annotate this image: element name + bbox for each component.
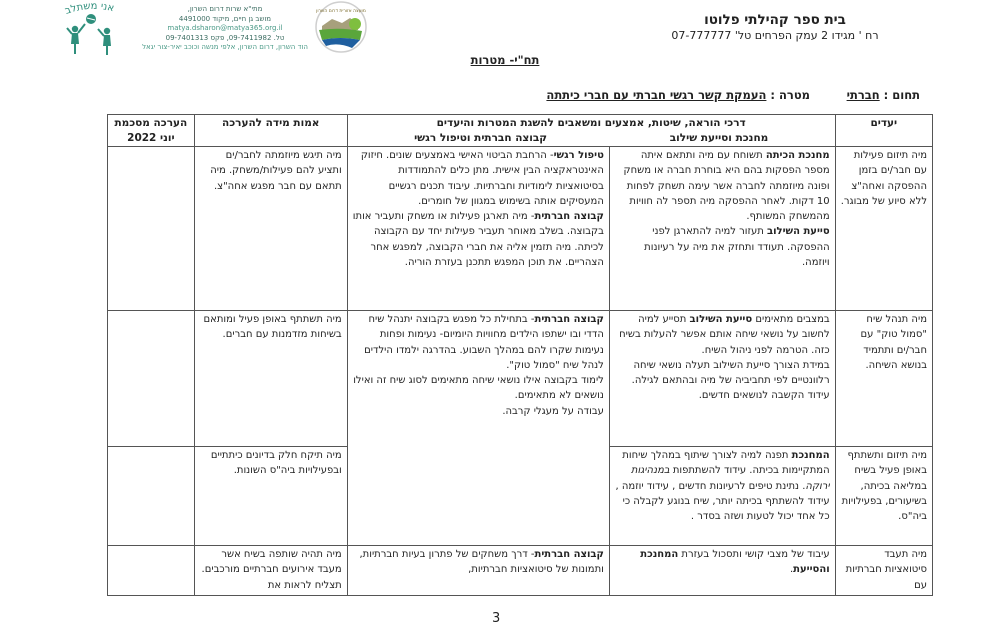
goal-cell — [835, 546, 932, 596]
goal-field — [546, 88, 810, 102]
teacher-cell — [609, 447, 835, 546]
group-paragraph — [353, 209, 604, 270]
teacher-paragraph — [615, 448, 830, 524]
group-paragraph — [353, 547, 604, 578]
role-label: טיפול רגשי — [553, 150, 604, 161]
paragraph-text: - מיה תארגן פעילות או משחק ותעביר אותו בקבוצה. בשלב מאוחר תעביר פעילות יחד עם הקבוצה לכיתה. מיה תזמין אליה את חברי הקבוצה, למפגש אחר הצהריים. את תוכן המפגש תתכנן בעזרת הוריה. — [352, 211, 604, 269]
logo-right-text: מועצה אזורית דרום השרון — [316, 9, 366, 14]
paragraph-text: . נתינת טיפים לרעיונות חדשים , עידוד יוזמה , עידוד להשתתף בכיתה יותר, שיח בנוגע לקבלה כי כל אחד יכול לטעות ושזה בסדר . — [615, 480, 830, 523]
goal-text: מיה תיזום פעילות עם חבר/ים בזמן ההפסקה ואחה"צ ללא סיוע של מבוגר. — [840, 150, 927, 207]
measure-cell — [194, 546, 347, 596]
teacher-paragraph — [615, 224, 830, 270]
teacher-cell — [609, 546, 835, 596]
measure-cell — [194, 147, 347, 311]
group-cell — [347, 311, 609, 546]
contact-line-2: מושב גן חיים, מיקוד 4491000 — [178, 14, 272, 23]
role-label: קבוצה חברתית — [534, 211, 604, 223]
paragraph-text: במידת הצורך סייעת השילוב תעלה נושאי שיחה רלוונטיים לפי תחביביה של מיה ובהתאם לגילה. עידוד הקשבה לנושאים חדשים. — [631, 359, 830, 402]
paragraph-text: במצבים מתאימים — [752, 314, 830, 325]
paragraph-text: לימוד בקבוצה אילו נושאי שיחה מתאימים לסוג שיח זה ואילו נושאים לא מתאימים. — [353, 375, 604, 402]
table-row — [108, 147, 933, 311]
role-label: המחנכת והסייעת — [640, 549, 830, 576]
group-cell — [347, 147, 609, 311]
teacher-paragraph — [615, 312, 830, 358]
role-label: קבוצה חברתית — [534, 549, 604, 560]
measure-text: מיה תשתתף באופן פעיל ומותאם בשיחות מזדמנות עם חברים. — [203, 314, 342, 341]
teacher-paragraph — [615, 148, 830, 224]
role-label: סייעת השילוב — [689, 314, 753, 325]
regional-council-logo — [310, 0, 372, 54]
header-eval-line1: הערכה מסכמת — [114, 117, 188, 129]
header-group-sub: קבוצה חברתית וטיפול רגשי — [414, 132, 547, 144]
table-row — [108, 311, 933, 447]
table-row — [108, 546, 933, 596]
teacher-cell — [609, 147, 835, 311]
header-measure: אמות מידה להערכה — [194, 115, 347, 147]
role-label: קבוצה חברתית — [534, 314, 604, 325]
page-number: 3 — [492, 611, 501, 626]
plan-table — [107, 114, 933, 596]
paragraph-text: תפנה למיה לצורך שיתוף במהלך שיחות המתקיימות בכיתה. עידוד להשתתפות — [622, 450, 830, 477]
role-label: המחנכת — [791, 450, 830, 461]
goal-label: מטרה : — [766, 88, 810, 102]
goal-value: העמקת קשר רגשי חברתי עם חברי כיתתה — [546, 88, 767, 102]
header-goals: יעדים — [835, 115, 932, 147]
role-label: מחנכת הכיתה — [765, 150, 830, 161]
role-label: סייעת השילוב — [767, 226, 830, 238]
goal-cell — [835, 311, 932, 447]
measure-cell — [194, 447, 347, 546]
contact-line-5: הוד השרון, דרום השרון, אלפי מנשה וכוכב יאיר-צור יגאל — [142, 43, 308, 51]
children-ball-logo-icon — [45, 2, 135, 58]
group-paragraph — [353, 404, 604, 419]
group-paragraph — [353, 312, 604, 373]
ani-mishtalev-logo — [45, 2, 135, 58]
paragraph-text: עיבוד של מצבי קושי ותסכול בעזרת — [678, 549, 830, 560]
header-eval-line2: יוני 2022 — [127, 132, 175, 144]
school-address: רח ' מגידו 2 עמק הפרחים טל' 07-777777 — [671, 29, 879, 42]
contact-email: matya.dsharon@matya365.org.il — [167, 24, 283, 32]
school-header — [645, 12, 905, 42]
measure-text: מיה תיקח חלק בדיונים כיתתיים ובפעילויות ביה"ס השונות. — [210, 450, 342, 477]
eval-cell — [108, 546, 195, 596]
teacher-cell — [609, 311, 835, 447]
group-cell — [347, 546, 609, 596]
eval-cell — [108, 311, 195, 447]
header-teacher-sub: מחנכת וסייעת שילוב — [669, 132, 769, 144]
domain-label: תחום : — [879, 88, 920, 102]
school-name: בית ספר קהילתי פלוטו — [704, 12, 846, 28]
goal-text: מיה תנהל שיח "סמול טוק" עם חבר/ים ותתמיד בנושא השיחה. — [860, 314, 927, 371]
paragraph-text: . — [789, 564, 794, 576]
group-paragraph — [353, 148, 604, 209]
table-header-row — [108, 115, 933, 147]
eval-cell — [108, 147, 195, 311]
domain-value: חברתי — [846, 88, 880, 102]
paragraph-text: עבודה על מעגלי קרבה. — [502, 405, 604, 417]
measure-text: מיה תיגש מיוזמתה לחבר/ים ותציע להם פעילות/משחק. מיה תתאם עם חבר מפגש אחה"צ. — [210, 150, 342, 192]
plan-meta — [546, 88, 920, 102]
header-methods — [347, 115, 835, 147]
contact-phone: טל. 09-7411982, פקס 09-7401313 — [165, 33, 285, 42]
contact-line-1: מתי"א שרות דרום השרון, — [187, 5, 263, 13]
paragraph-text: תעזור למיה להתארגן לפני ההפסקה. תעודד ותחזק את מיה על רעיונות ויוזמה. — [644, 226, 830, 269]
regional-council-logo-icon — [310, 0, 372, 54]
paragraph-text: תשוחח עם מיה ותתאם איתה מספר הפסקות בהם היא בוחרת חברה או משחק ופונה מיוזמתה לחברה אשר עימה תשחק לפחות 10 דקות. לאחר ההפסקה מיה תספר לה חוויות מהמשחק המשותף. — [623, 150, 830, 223]
header-methods-title: דרכי הוראה, שיטות, אמצעים ומשאבים להשגת המטרות והיעדים — [436, 117, 746, 129]
goal-cell — [835, 147, 932, 311]
paragraph-text: - הרחבת הביטוי האישי באמצעים שונים. חיזוק האינטראקציה הבין אישית. מתן כלים להתמודדות בסיטואציות לימודיות וחברתיות. עיבוד תכנים רגשיים המעסיקים אותה בשימוש במגוון של חומרים. — [360, 150, 604, 207]
logo-left-text: אני משתלב — [63, 2, 116, 17]
goal-text: מיה תעבד סיטואציות חברתיות עם — [845, 549, 927, 591]
teacher-paragraph — [615, 547, 830, 578]
domain-field — [810, 88, 920, 102]
paragraph-text: - בתחילת כל מפגש בקבוצה יתנהל שיח הדדי ובו ישתפו הילדים מחוויות היומיום- נעימות ופחות נעימות שקרו להם במהלך השבוע. בהדרגה ילמדו הילדים לנהל שיח "סמול טוק". — [364, 314, 604, 371]
header-eval — [108, 115, 195, 147]
contact-block — [140, 5, 310, 53]
goal-cell — [835, 447, 932, 546]
goal-text: מיה תיזום ותשתתף באופן פעיל בשיח במליאה בכיתה, בשיעורים, בפעילויות ביה"ס. — [841, 450, 927, 523]
page-title: תח"י- מטרות — [470, 53, 540, 67]
measure-cell — [194, 311, 347, 447]
paragraph-text: - דרך משחקים של פתרון בעיות חברתיות, ותמונות של סיטואציות חברתיות, — [359, 549, 604, 576]
paragraph-text: תסייע למיה לחשוב על נושאי שיחה אותם אפשר להעלות בשיח כזה. הטרמה לפני ניהול השיח. — [619, 314, 830, 356]
program-name: במנהיגות ירוקה — [630, 465, 830, 492]
group-paragraph — [353, 373, 604, 404]
measure-text: מיה תהיה שותפה בשיח אשר מעבד אירועים חברתיים מורכבים. תצליח לראות את — [201, 549, 342, 591]
eval-cell — [108, 447, 195, 546]
teacher-paragraph — [615, 358, 830, 404]
